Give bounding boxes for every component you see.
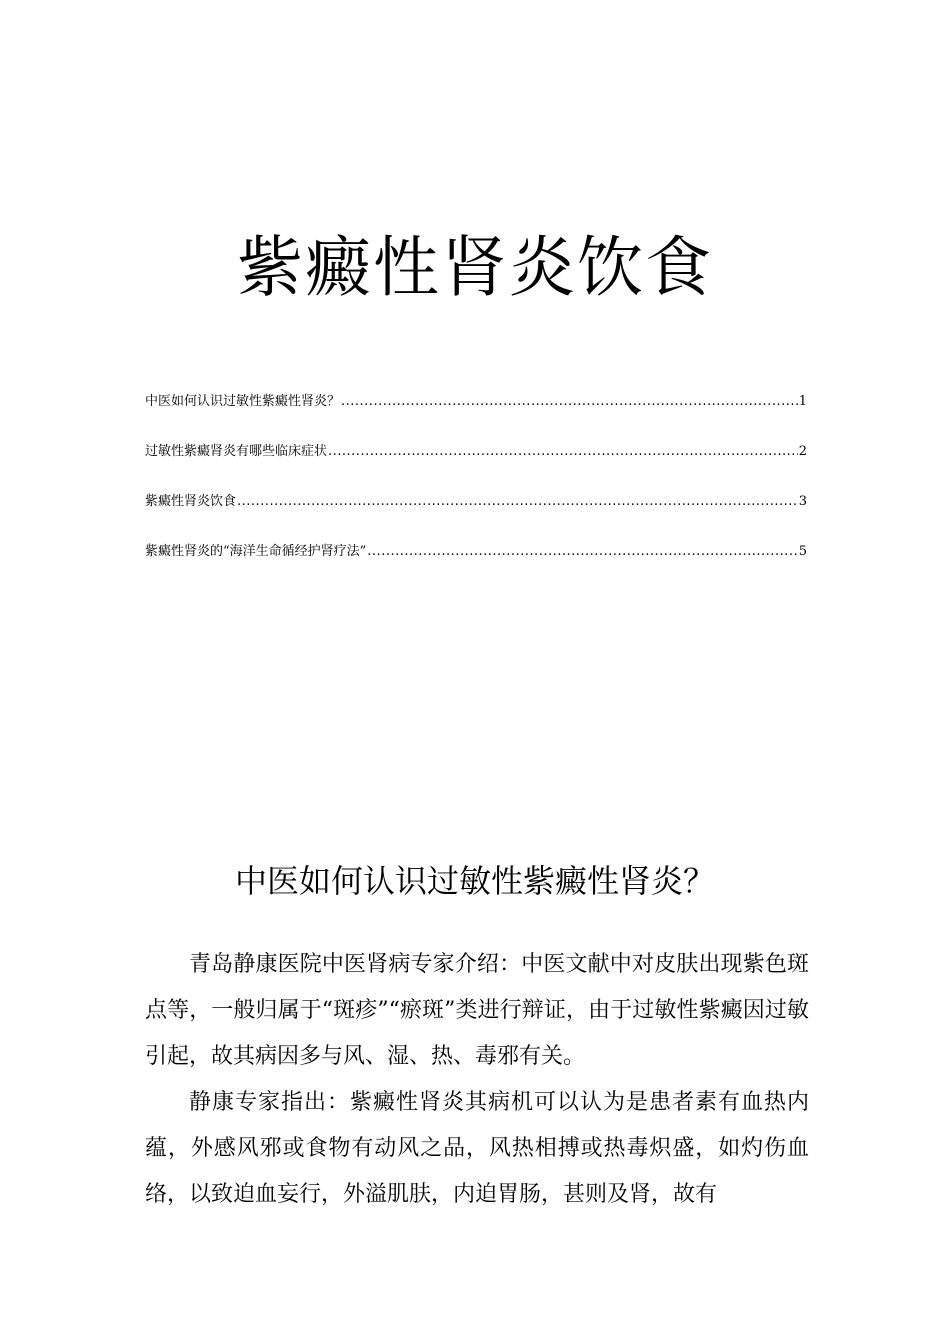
toc-entry-text: 紫癜性肾炎的“海洋生命循经护肾疗法” bbox=[145, 544, 367, 559]
toc-leader-dots bbox=[367, 540, 797, 564]
toc-entry[interactable] bbox=[145, 390, 807, 440]
toc-entry-page: 3 bbox=[798, 494, 807, 509]
table-of-contents bbox=[145, 390, 807, 590]
toc-entry-page: 5 bbox=[798, 544, 807, 559]
toc-entry[interactable] bbox=[145, 540, 807, 590]
body-paragraph: 青岛静康医院中医肾病专家介绍：中医文献中对皮肤出现紫色斑点等，一般归属于“斑疹”“瘀斑”类进行辩证，由于过敏性紫癜因过敏引起，故其病因多与风、湿、热、毒邪有关。 bbox=[145, 952, 809, 1069]
toc-entry-text: 过敏性紫癜肾炎有哪些临床症状 bbox=[145, 444, 328, 459]
toc-entry-page: 1 bbox=[798, 394, 807, 409]
toc-entry-text: 中医如何认识过敏性紫癜性肾炎？ bbox=[145, 394, 341, 409]
document-title: 紫癜性肾炎饮食 bbox=[237, 229, 713, 306]
toc-entry[interactable] bbox=[145, 490, 807, 540]
toc-entry-text: 紫癜性肾炎饮食 bbox=[145, 494, 237, 509]
toc-entry[interactable] bbox=[145, 440, 807, 490]
toc-leader-dots bbox=[328, 440, 798, 464]
toc-leader-dots bbox=[341, 390, 798, 414]
section-body bbox=[145, 942, 809, 1218]
toc-leader-dots bbox=[237, 490, 798, 514]
section-heading: 中医如何认识过敏性紫癜性肾炎？ bbox=[234, 862, 715, 900]
toc-entry-page: 2 bbox=[798, 444, 807, 459]
body-paragraph: 静康专家指出：紫癜性肾炎其病机可以认为是患者素有血热内蕴，外感风邪或食物有动风之品，风热相搏或热毒炽盛，如灼伤血络，以致迫血妄行，外溢肌肤，内迫胃肠，甚则及肾，故有 bbox=[145, 1090, 809, 1207]
